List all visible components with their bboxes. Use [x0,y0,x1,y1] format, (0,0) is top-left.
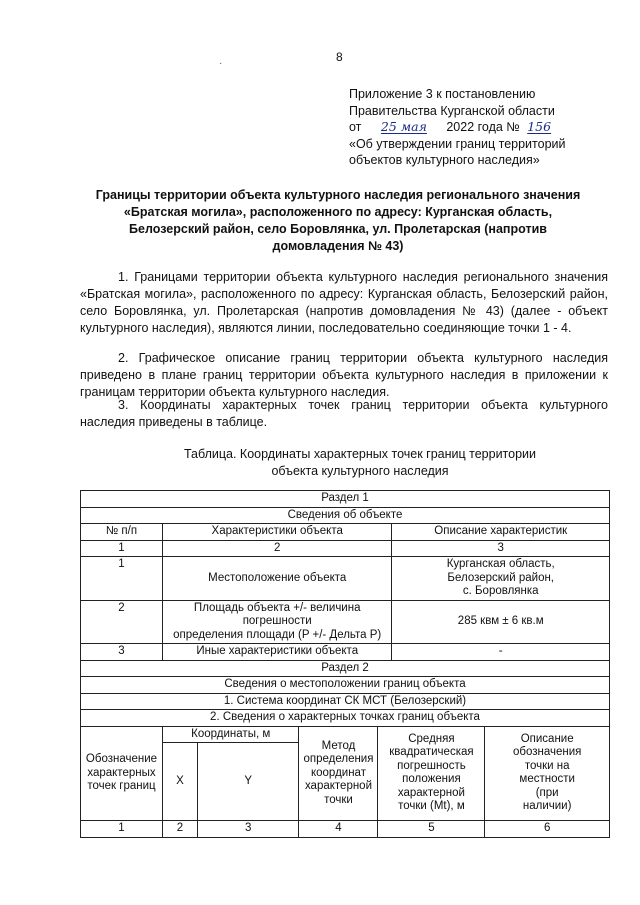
header-x: X [162,743,197,821]
header-description: Описание характеристик [392,524,610,541]
row-number: 2 [81,600,163,644]
header-method: Метод определения координат характерной точки [299,726,378,821]
bottom-index: 3 [197,821,299,838]
appendix-line-2: Правительства Курганской области [349,103,555,118]
appendix-line-5: объектов культурного наследия» [349,153,540,167]
paragraph-1: 1. Границами территории объекта культурного наследия регионального значения «Братская могила», расположенного по адресу: Курганская область, Белозерский район, село Боровлянка, ул. Пролетарская (напротив домовладения № 43) (далее - объект культурного наследия), являются линии, последовательно соединяющие точки 1 - 4. [80,270,608,335]
bottom-index: 1 [81,821,163,838]
paragraph-2: 2. Графическое описание границ территории объекта культурного наследия приведено в плане границ территории объекта культурного наследия в приложении к границам территории объекта культурного наследия. [80,351,608,399]
bottom-index: 6 [485,821,610,838]
caption-line-1: Таблица. Координаты характерных точек границ территории [183,447,537,461]
header-characteristics: Характеристики объекта [162,524,391,541]
appendix-line-4: «Об утверждении границ территорий [349,136,566,151]
bottom-index: 4 [299,821,378,838]
handwritten-number: 156 [527,119,552,134]
section-1-title: Раздел 1 [81,491,610,508]
appendix-line-1: Приложение 3 к постановлению [349,87,536,101]
header-error: Средняя квадратическая погрешность положения характерной точки (Mt), м [378,726,485,821]
document-title: Границы территории объекта культурного наследия регионального значения «Братская могила», расположенного по адресу: Курганская область, Белозерский район, село Боровлянка, ул. Пролетарская (напротив домовладения № 43) [95,188,581,253]
table-row [81,557,610,601]
header-number: № п/п [81,524,163,541]
row-number: 1 [81,557,163,601]
row-characteristic: Иные характеристики объекта [162,644,391,661]
bottom-index: 2 [162,821,197,838]
index-cell: 3 [392,540,610,557]
handwritten-date: 25 мая [380,119,427,134]
row-characteristic: Площадь объекта +/- величина погрешности определения площади (P +/- Дельта P) [162,600,391,644]
index-cell: 2 [162,540,391,557]
row-description: - [392,644,610,661]
page-number: 8 [336,50,343,64]
table-caption [150,446,570,480]
section-2-title: Раздел 2 [81,660,610,677]
header-designation: Обозначение характерных точек границ [81,726,163,821]
row-number: 3 [81,644,163,661]
bottom-index: 5 [378,821,485,838]
section-2-subtitle: Сведения о местоположении границ объекта [81,677,610,694]
table-row [81,644,610,661]
coordinate-system: 1. Система координат СК МСТ (Белозерский) [81,693,610,710]
date-year: 2022 года № [446,120,520,134]
header-coordinates: Координаты, м [162,726,299,743]
row-description: 285 квм ± 6 кв.м [392,600,610,644]
header-y: Y [197,743,299,821]
header-point-description: Описание обозначения точки на местности (при наличии) [485,726,610,821]
index-cell: 1 [81,540,163,557]
section-1-subtitle: Сведения об объекте [81,507,610,524]
caption-line-2: объекта культурного наследия [271,464,449,478]
scan-speck: · [219,58,223,69]
date-prefix: от [349,120,362,134]
appendix-header [349,86,566,169]
row-characteristic: Местоположение объекта [162,557,391,601]
row-description: Курганская область, Белозерский район, с. Боровлянка [392,557,610,601]
paragraph-3: 3. Координаты характерных точек границ территории объекта культурного наследия приведены в таблице. [80,398,608,429]
appendix-date-line [349,119,566,136]
coordinates-table [80,490,610,838]
table-row [81,600,610,644]
points-title: 2. Сведения о характерных точках границ объекта [81,710,610,727]
